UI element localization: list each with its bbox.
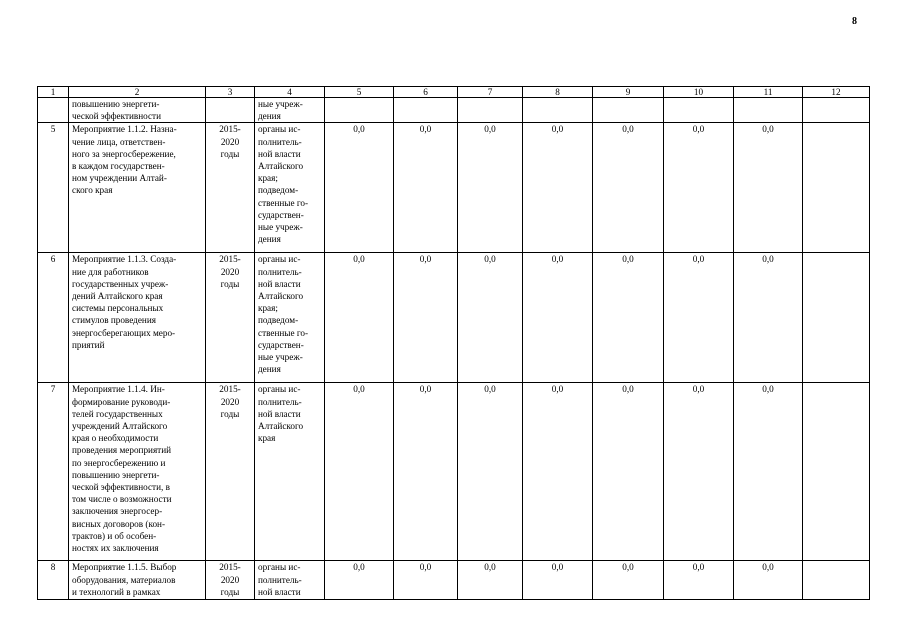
measure-description: Мероприятие 1.1.5. Выбор оборудования, материалов и технологий в рамках: [69, 561, 206, 600]
header-cell: 8: [523, 87, 593, 98]
value-cell: 0,0: [458, 383, 523, 561]
period: 2015- 2020 годы: [206, 383, 255, 561]
row-number: 5: [38, 123, 69, 253]
header-cell: 9: [593, 87, 664, 98]
period: 2015- 2020 годы: [206, 253, 255, 383]
table-row: [38, 383, 870, 561]
row-number: [38, 98, 69, 123]
value-cell: [394, 98, 458, 123]
page-number: 8: [852, 16, 857, 27]
value-cell: 0,0: [593, 383, 664, 561]
value-cell: [803, 98, 870, 123]
value-cell: 0,0: [734, 253, 803, 383]
table-row: [38, 253, 870, 383]
value-cell: 0,0: [523, 383, 593, 561]
value-cell: 0,0: [664, 383, 734, 561]
header-cell: 1: [38, 87, 69, 98]
measure-description: Мероприятие 1.1.3. Созда- ние для работников государственных учреж- дений Алтайского края системы персональных стимулов проведения энергосберегающих меро- приятий: [69, 253, 206, 383]
value-cell: [593, 98, 664, 123]
value-cell: 0,0: [394, 253, 458, 383]
measure-description: Мероприятие 1.1.2. Назна- чение лица, ответствен- ного за энергосбережение, в каждом государствен- ном учреждении Алтай- ского края: [69, 123, 206, 253]
value-cell: 0,0: [734, 561, 803, 600]
value-cell: 0,0: [458, 561, 523, 600]
value-cell: [803, 383, 870, 561]
value-cell: 0,0: [523, 561, 593, 600]
measures-table: [37, 86, 870, 600]
header-cell: 10: [664, 87, 734, 98]
value-cell: [458, 98, 523, 123]
header-cell: 5: [325, 87, 394, 98]
value-cell: 0,0: [664, 253, 734, 383]
row-number: 6: [38, 253, 69, 383]
executor: органы ис- полнитель- ной власти Алтайского края: [255, 383, 325, 561]
value-cell: [803, 561, 870, 600]
value-cell: [325, 98, 394, 123]
executor: органы ис- полнитель- ной власти Алтайского края; подведом- ственные го- сударствен- ные учреж- дения: [255, 253, 325, 383]
value-cell: [523, 98, 593, 123]
period: 2015- 2020 годы: [206, 561, 255, 600]
value-cell: 0,0: [734, 123, 803, 253]
value-cell: 0,0: [734, 383, 803, 561]
header-cell: 6: [394, 87, 458, 98]
row-number: 7: [38, 383, 69, 561]
table-row: [38, 123, 870, 253]
executor: ные учреж- дения: [255, 98, 325, 123]
value-cell: 0,0: [394, 561, 458, 600]
value-cell: 0,0: [325, 123, 394, 253]
header-cell: 11: [734, 87, 803, 98]
value-cell: [803, 253, 870, 383]
header-cell: 3: [206, 87, 255, 98]
value-cell: 0,0: [458, 253, 523, 383]
value-cell: [734, 98, 803, 123]
value-cell: 0,0: [593, 561, 664, 600]
period: [206, 98, 255, 123]
value-cell: 0,0: [394, 123, 458, 253]
period: 2015- 2020 годы: [206, 123, 255, 253]
value-cell: 0,0: [325, 561, 394, 600]
value-cell: 0,0: [394, 383, 458, 561]
header-row: [38, 87, 870, 98]
table-row-continuation: [38, 98, 870, 123]
value-cell: [803, 123, 870, 253]
header-cell: 12: [803, 87, 870, 98]
measure-description: повышению энергети- ческой эффективности: [69, 98, 206, 123]
value-cell: 0,0: [664, 123, 734, 253]
executor: органы ис- полнитель- ной власти: [255, 561, 325, 600]
value-cell: 0,0: [664, 561, 734, 600]
header-cell: 4: [255, 87, 325, 98]
row-number: 8: [38, 561, 69, 600]
measure-description: Мероприятие 1.1.4. Ин- формирование руководи- телей государственных учреждений Алтайского края о необходимости проведения мероприятий по энергосбережению и повышению энергети- ческой эффективности, в том числе о возможности заключения энергосер- висных договоров (кон- трактов) и об особен- ностях их заключения: [69, 383, 206, 561]
value-cell: 0,0: [593, 253, 664, 383]
value-cell: 0,0: [325, 383, 394, 561]
header-cell: 2: [69, 87, 206, 98]
value-cell: 0,0: [523, 253, 593, 383]
table-row: [38, 561, 870, 600]
value-cell: 0,0: [523, 123, 593, 253]
value-cell: 0,0: [325, 253, 394, 383]
header-cell: 7: [458, 87, 523, 98]
value-cell: 0,0: [458, 123, 523, 253]
executor: органы ис- полнитель- ной власти Алтайского края; подведом- ственные го- сударствен- ные учреж- дения: [255, 123, 325, 253]
value-cell: 0,0: [593, 123, 664, 253]
value-cell: [664, 98, 734, 123]
